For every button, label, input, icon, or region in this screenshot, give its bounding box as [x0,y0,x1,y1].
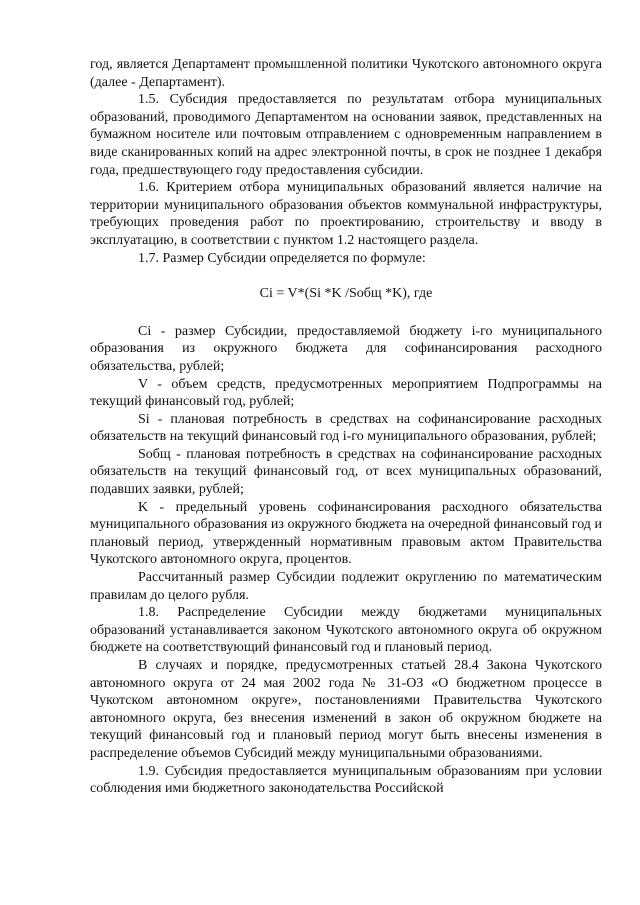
paragraph-1-5: 1.5. Субсидия предоставляется по результатам отбора муниципальных образований, проводимого Департаментом на основании заявок, представленных на бумажном носителе или почтовым отправлением с одновременным направлением в виде сканированных копий на адрес электронной почты, в срок не позднее 1 декабря года, предшествующего году предоставления субсидии. [90,92,602,178]
paragraph-rounding: Рассчитанный размер Субсидии подлежит округлению по математическим правилам до целого рубля. [90,570,602,603]
definition-ci: Ci - размер Субсидии, предоставляемой бюджету i-го муниципального образования из окружного бюджета для софинансирования расходного обязательства, рублей; [90,323,602,374]
paragraph-continuation: год, является Департамент промышленной политики Чукотского автономного округа (далее - Департамент). [90,57,602,90]
definition-k: K - предельный уровень софинансирования расходного обязательства муниципального образования из окружного бюджета на очередной финансовый год и плановый период, утвержденный нормативным правовым актом Правительства Чукотского автономного округа, процентов. [90,499,602,568]
definition-si: Si - плановая потребность в средствах на софинансирование расходных обязательств на текущий финансовый год i-го муниципального образования, рублей; [90,411,602,445]
definition-sobsh: Sобщ - плановая потребность в средствах на софинансирование расходных обязательств на текущий финансовый год, от всех муниципальных образований, подавших заявки, рублей; [90,446,602,498]
paragraph-1-7: 1.7. Размер Субсидии определяется по формуле: [138,250,426,266]
paragraph-cases: В случаях и порядке, предусмотренных статьей 28.4 Закона Чукотского автономного округа от 24 мая 2002 года № 31-ОЗ «О бюджетном процессе в Чукотском автономном округе», постановлениями Правительства Чукотского автономного округа, без внесения изменений в закон об окружном бюджете на текущий финансовый год и плановый период могут быть внесены изменения в распределение объемов Субсидий между муниципальными образованиями. [90,658,602,761]
subsidy-formula: Ci = V*(Si *K /Sобщ *K), где [259,286,433,302]
paragraph-1-6: 1.6. Критерием отбора муниципальных образований является наличие на территории муниципального образования объектов коммунальной инфраструктуры, требующих проведения работ по проектированию, строительству и вводу в эксплуатацию, в соответствии с пунктом 1.2 настоящего раздела. [90,180,602,248]
definition-v: V - объем средств, предусмотренных мероприятием Подпрограммы на текущий финансовый год, рублей; [90,376,602,410]
paragraph-1-9: 1.9. Субсидия предоставляется муниципальным образованиям при условии соблюдения ими бюджетного законодательства Российской [90,763,602,797]
paragraph-1-8: 1.8. Распределение Субсидии между бюджетами муниципальных образований устанавливается законом Чукотского автономного округа об окружном бюджете на соответствующий финансовый год и плановый период. [90,605,602,656]
